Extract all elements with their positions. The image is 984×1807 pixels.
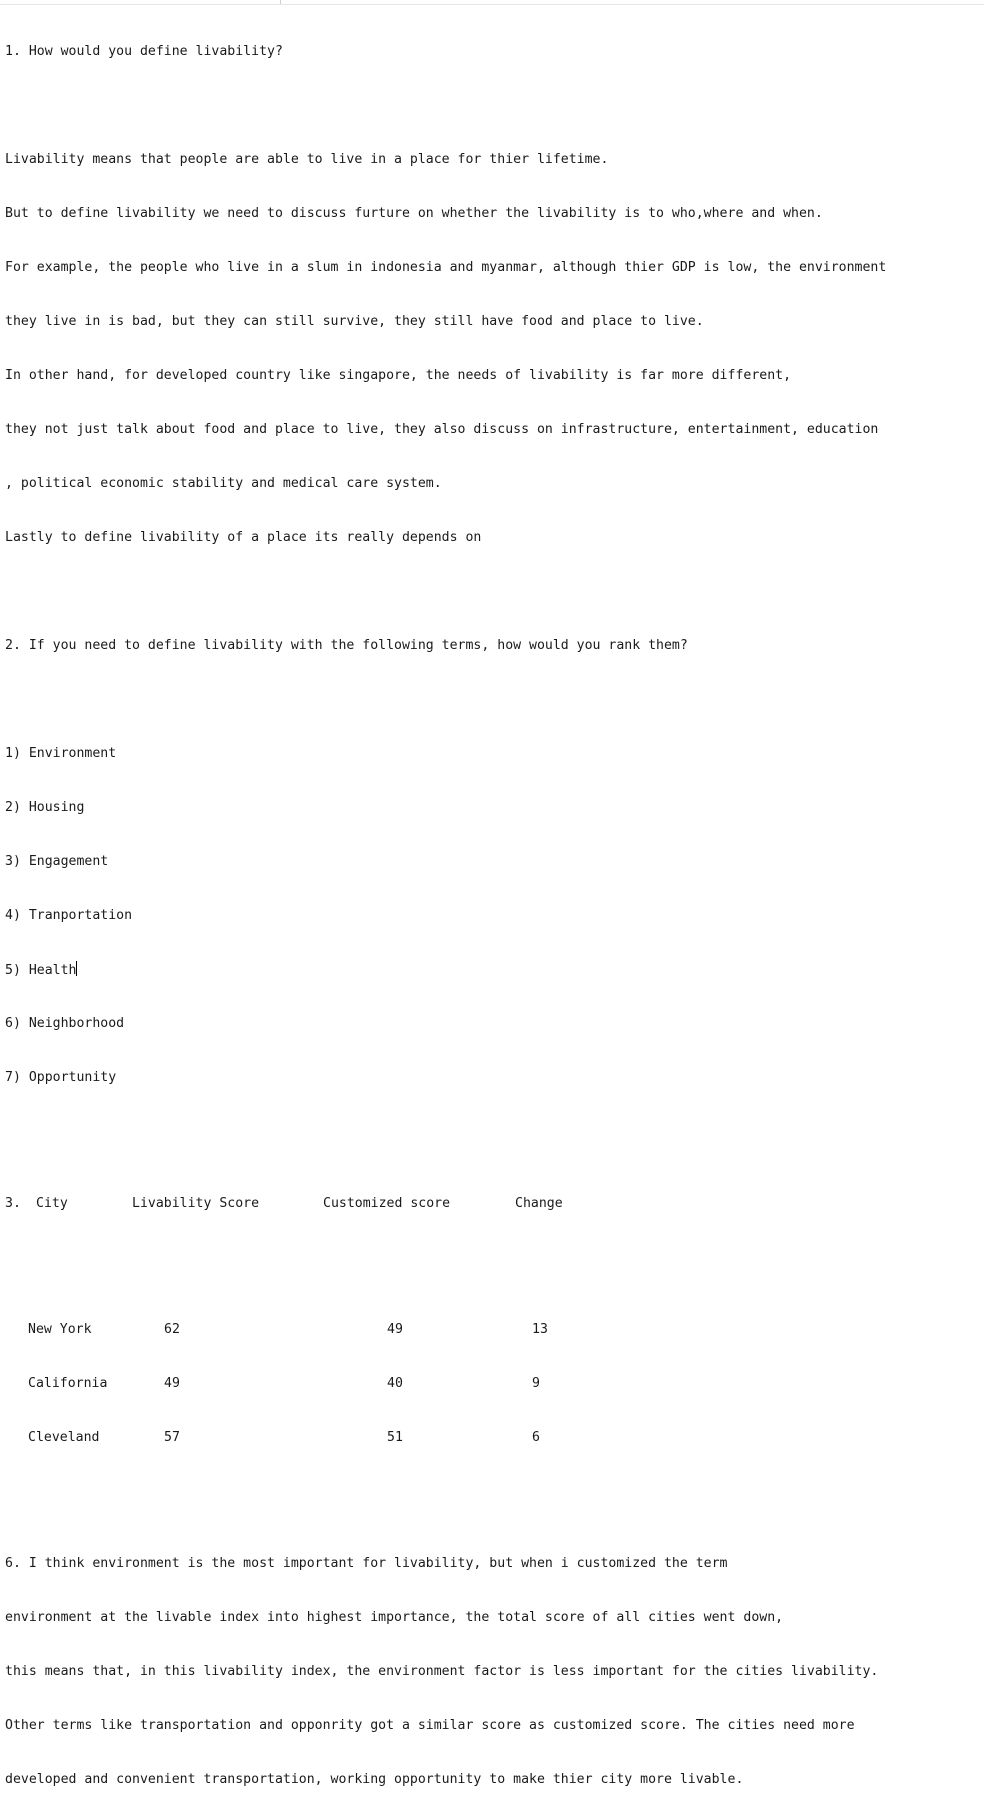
q6-line: Other terms like transportation and opponrity got a similar score as customized score. The cities need more	[5, 1718, 855, 1733]
header-change: Change	[515, 1196, 563, 1211]
text-caret	[76, 961, 77, 976]
blank-line	[5, 1123, 980, 1141]
q6-line: this means that, in this livability index, the environment factor is less important for the cities livability.	[5, 1664, 879, 1679]
header-city: City	[36, 1196, 68, 1211]
q6-line: environment at the livable index into highest importance, the total score of all cities went down,	[5, 1610, 784, 1625]
ranking-item: 2) Housing	[5, 800, 85, 815]
ranking-item: 5) Health	[5, 963, 77, 978]
blank-line	[5, 1249, 980, 1267]
cell-livability: 49	[164, 1376, 180, 1391]
q6-line: developed and convenient transportation, working opportunity to make thier city more livable.	[5, 1772, 744, 1787]
table-row	[5, 1375, 980, 1393]
text-editor[interactable]	[5, 7, 980, 1807]
q1-question: 1. How would you define livability?	[5, 44, 283, 59]
q2-question: 2. If you need to define livability with the following terms, how would you rank them?	[5, 638, 688, 653]
cell-customized: 40	[387, 1376, 403, 1391]
q6-line: 6. I think environment is the most important for livability, but when i customized the term	[5, 1556, 728, 1571]
q1-answer-line: For example, the people who live in a slum in indonesia and myanmar, although thier GDP is low, the environment	[5, 260, 887, 275]
ranking-item: 4) Tranportation	[5, 908, 133, 923]
blank-line	[5, 97, 980, 115]
ranking-item: 3) Engagement	[5, 854, 109, 869]
q1-answer-line: In other hand, for developed country like singapore, the needs of livability is far more different,	[5, 368, 792, 383]
blank-line	[5, 691, 980, 709]
ranking-item: 7) Opportunity	[5, 1070, 117, 1085]
ranking-item: 1) Environment	[5, 746, 117, 761]
blank-line	[5, 1501, 980, 1519]
cell-city: New York	[28, 1322, 92, 1337]
cell-city: California	[28, 1376, 108, 1391]
q1-answer-line: they not just talk about food and place to live, they also discuss on infrastructure, entertainment, education	[5, 422, 879, 437]
cell-livability: 62	[164, 1322, 180, 1337]
ranking-item: 6) Neighborhood	[5, 1016, 125, 1031]
header-customized-score: Customized score	[323, 1196, 451, 1211]
q3-number: 3.	[5, 1196, 21, 1211]
top-border	[0, 4, 984, 5]
cell-change: 13	[532, 1322, 548, 1337]
cell-change: 9	[532, 1376, 540, 1391]
cell-city: Cleveland	[28, 1430, 100, 1445]
cell-customized: 49	[387, 1322, 403, 1337]
q1-answer-line: Lastly to define livability of a place its really depends on	[5, 530, 482, 545]
table-row	[5, 1429, 980, 1447]
ranking-item-with-caret	[5, 961, 980, 979]
q1-answer-line: But to define livability we need to discuss furture on whether the livability is to who,where and when.	[5, 206, 823, 221]
cell-livability: 57	[164, 1430, 180, 1445]
cell-change: 6	[532, 1430, 540, 1445]
q1-answer-line: Livability means that people are able to live in a place for thier lifetime.	[5, 152, 609, 167]
table-header-row	[5, 1195, 980, 1213]
q1-answer-line: they live in is bad, but they can still survive, they still have food and place to live.	[5, 314, 704, 329]
q1-answer-line: , political economic stability and medical care system.	[5, 476, 442, 491]
ruler-tick	[280, 0, 281, 4]
table-row	[5, 1321, 980, 1339]
blank-line	[5, 583, 980, 601]
header-livability-score: Livability Score	[132, 1196, 260, 1211]
cell-customized: 51	[387, 1430, 403, 1445]
